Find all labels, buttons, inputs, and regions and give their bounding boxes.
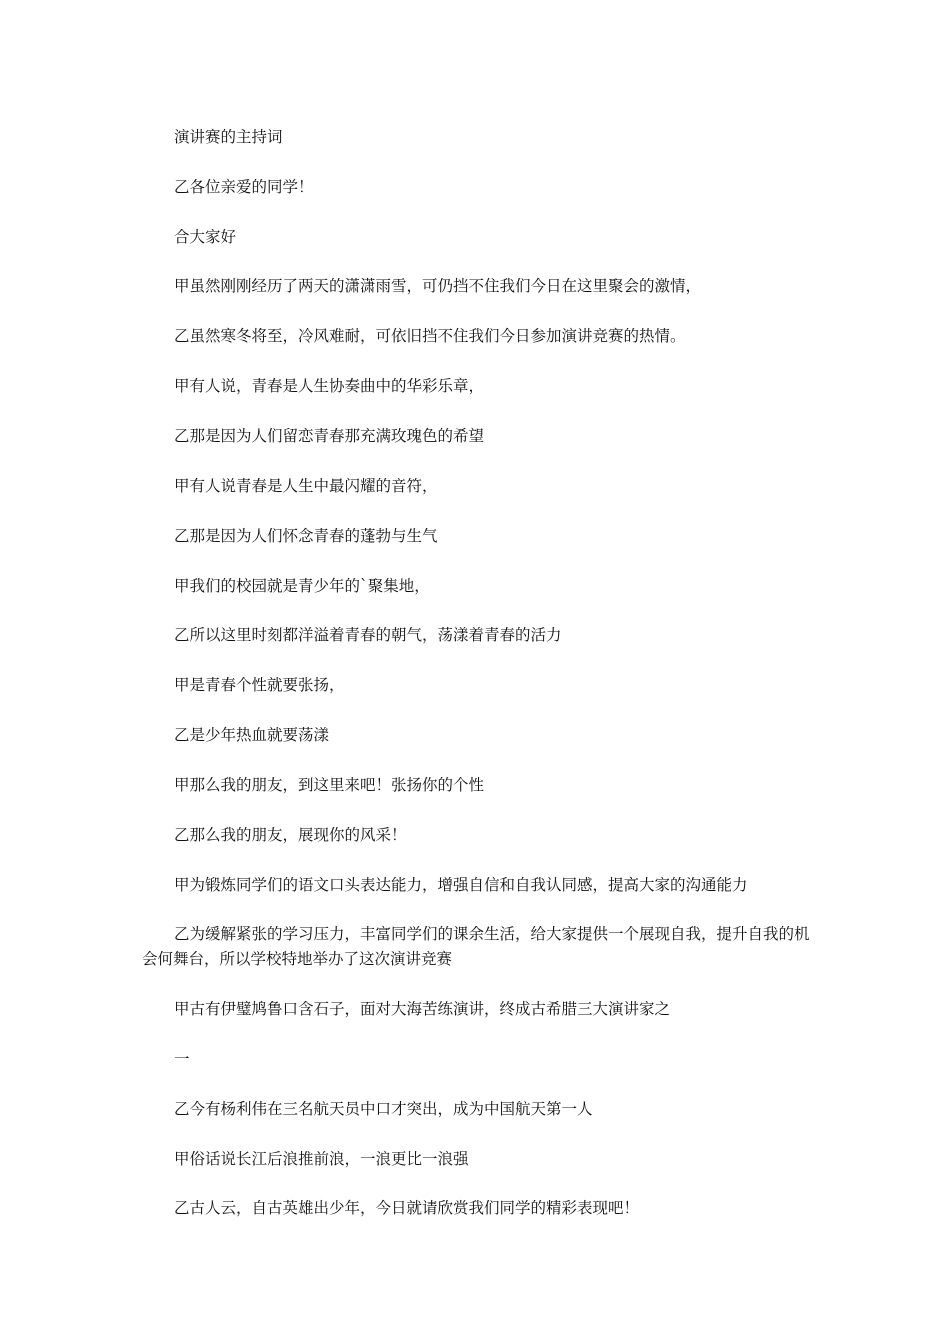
paragraph: 甲是青春个性就要张扬， [174, 676, 345, 694]
document-title: 演讲赛的主持词 [174, 128, 283, 146]
paragraph: 甲俗话说长江后浪推前浪，一浪更比一浪强 [174, 1150, 469, 1168]
paragraph: 乙那么我的朋友，展现你的风采！ [174, 826, 407, 844]
paragraph: 乙今有杨利伟在三名航天员中口才突出，成为中国航天第一人 [174, 1100, 593, 1118]
paragraph: 合大家好 [174, 228, 237, 246]
paragraph: 乙是少年热血就要荡漾 [174, 726, 330, 744]
paragraph: 乙为缓解紧张的学习压力，丰富同学们的课余生活，给大家提供一个展现自我，提升自我的机会何舞台，所以学校特地举办了这次演讲竞赛 [142, 925, 810, 968]
paragraph: 甲虽然刚刚经历了两天的潇潇雨雪，可仍挡不住我们今日在这里聚会的激情， [174, 277, 702, 295]
paragraph: 甲那么我的朋友，到这里来吧！张扬你的个性 [174, 776, 485, 794]
paragraph: 甲我们的校园就是青少年的`聚集地， [174, 577, 430, 595]
paragraph: 甲为锻炼同学们的语文口头表达能力，增强自信和自我认同感，提高大家的沟通能力 [174, 876, 748, 894]
paragraph: 乙那是因为人们留恋青春那充满玫瑰色的希望 [174, 427, 485, 445]
paragraph: 乙古人云，自古英雄出少年，今日就请欣赏我们同学的精彩表现吧！ [174, 1199, 640, 1217]
paragraph: 乙各位亲爱的同学！ [174, 178, 314, 196]
paragraph: 甲有人说，青春是人生协奏曲中的华彩乐章， [174, 377, 485, 395]
paragraph: 甲古有伊璧鸠鲁口含石子，面对大海苦练演讲，终成古希腊三大演讲家之 [174, 1000, 671, 1018]
paragraph: 一 [174, 1050, 190, 1068]
paragraph: 甲有人说青春是人生中最闪耀的音符， [174, 477, 438, 495]
paragraph: 乙所以这里时刻都洋溢着青春的朝气，荡漾着青春的活力 [174, 626, 562, 644]
paragraph: 乙虽然寒冬将至，冷风难耐，可依旧挡不住我们今日参加演讲竞赛的热情。 [174, 327, 686, 345]
paragraph: 乙那是因为人们怀念青春的蓬勃与生气 [174, 527, 438, 545]
